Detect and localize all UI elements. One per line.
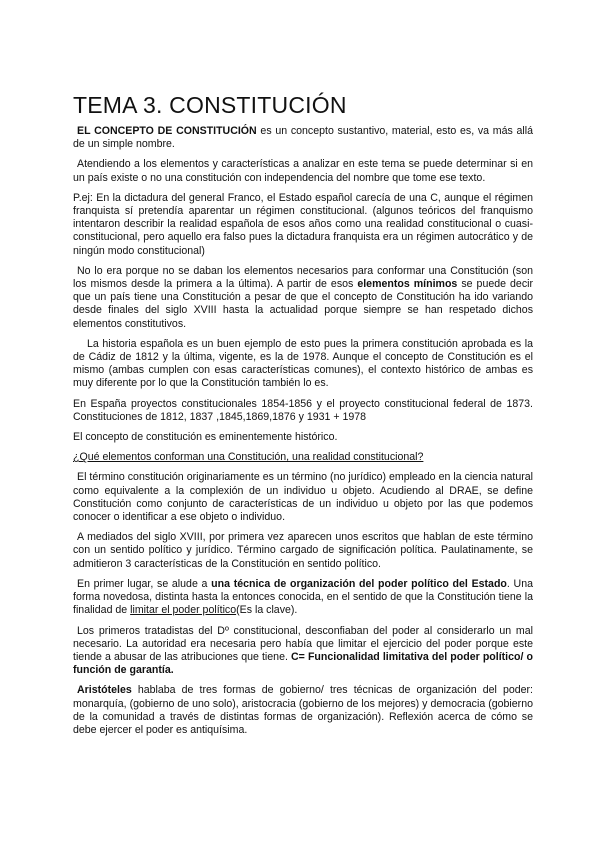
paragraph-concept: EL CONCEPTO DE CONSTITUCIÓN es un concepto sustantivo, material, esto es, va más allá de un simple nombre. [73,125,533,151]
concept-heading: EL CONCEPTO DE CONSTITUCIÓN [77,125,257,137]
paragraph-minimum-elements: No lo era porque no se daban los elementos necesarios para conformar una Constitución (son los mismos desde la primera a la última). A partir de esos elementos mínimos se puede decir que un país tiene una Constitución a pesar de que el concepto de Constitución ha ido variando desde finales del siglo XVIII hasta la actualidad porque siempre se han respetado dichos elementos constitutivos. [73,264,533,330]
paragraph-spain-projects: En España proyectos constitucionales 1854-1856 y el proyecto constitucional federal de 1873. Constituciones de 1812, 1837 ,1845,1869,1876 y 1931 + 1978 [73,397,533,423]
paragraph-aristotle: Aristóteles hablaba de tres formas de gobierno/ tres técnicas de organización del poder: monarquía, (gobierno de uno solo), aristocracia (gobierno de los mejores) y democracia (gobierno de la comunidad a través de distintas formas de organización). Reflexión acerca de cómo se debe ejercer el poder es antiquísima. [73,684,533,736]
page-title: TEMA 3. CONSTITUCIÓN [73,92,347,118]
document-page [73,92,533,744]
section-question: ¿Qué elementos conforman una Constitución, una realidad constitucional? [73,451,424,464]
paragraph-term-origin: El término constitución originariamente es un término (no jurídico) empleado en la ciencia natural como equivalente a la complexión de un individuo u objeto. Acudiendo al DRAE, se define Constitución como conjunto de características de un individuo u objeto por las que podemos conocer o identificar a ese objeto o individuo. [73,471,533,524]
paragraph-history: La historia española es un buen ejemplo de esto pues la primera constitución aprobada es la de Cádiz de 1812 y la última, vigente, es la de 1978. Aunque el concepto de Constitución es el mismo (ambas cumplen con esas características comunes), el contexto histórico de ambas es muy diferente por lo que la Constitución también lo es. [73,337,533,390]
paragraph-eighteenth-century: A mediados del siglo XVIII, por primera vez aparecen unos escritos que hablan de este término con un sentido político y jurídico. Término cargado de significación política. Paulatinamente, se admitieron 3 características de la Constitución en sentido político. [73,531,533,570]
paragraph-first-place: En primer lugar, se alude a una técnica de organización del poder político del Estado. Una forma novedosa, distinta hasta la entonces conocida, en el sentido de que la Constitución tiene la finalidad de limitar el poder político(Es la clave). [73,577,533,617]
paragraph-example: P.ej: En la dictadura del general Franco, el Estado español carecía de una C, aunque el régimen franquista sí pretendía aparentar un régimen constitucional. (algunos teóricos del franquismo intentaron describir la realidad española de esos años como una realidad constitucional o cuasi-constitucional, pero aquello era falso pues la dictadura franquista era un régimen autocrático y de ningún modo constitucional) [73,191,533,257]
paragraph-historic-concept: El concepto de constitución es eminentemente histórico. [73,431,338,444]
paragraph-treatise-writers: Los primeros tratadistas del Dº constitucional, desconfiaban del poder al considerarlo un mal necesario. La autoridad era necesaria pero había que limitar el ejercicio del poder porque este tiende a abusar de las atribuciones que tiene. C= Funcionalidad limitativa del poder político/ o función de garantía. [73,624,534,677]
paragraph-elements: Atendiendo a los elementos y características a analizar en este tema se puede determinar si en un país existe o no una constitución con independencia del nombre que tome ese texto. [73,158,533,184]
